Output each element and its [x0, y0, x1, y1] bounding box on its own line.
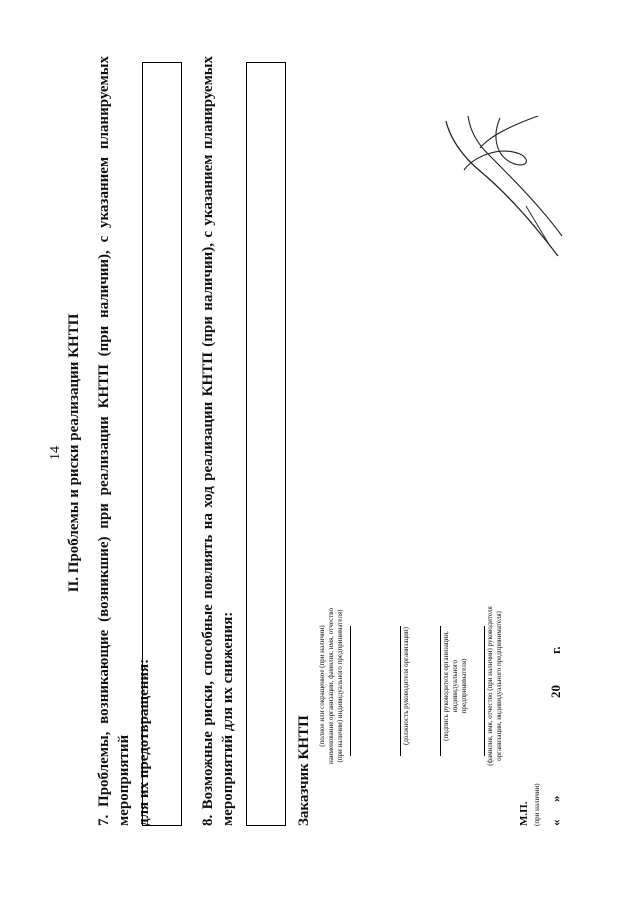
caption-1-line-2: наименование организации, фамилия, имя, отчество [327, 608, 335, 764]
stamp-note: (при наличии) [533, 783, 541, 826]
signature-line-1 [350, 626, 351, 756]
signature-caption-4 [486, 606, 504, 766]
item-8-line-2: мероприятий для их снижения: [220, 611, 236, 826]
caption-3-line-1: (подпись руководителя организации, индивидуального [442, 631, 459, 741]
caption-1-line-1: (полное или сокращенное (при наличии) [318, 625, 326, 747]
item-8-answer-box [246, 62, 286, 826]
caption-1-line-3: (при наличии) индивидуального предпринимателя) [336, 609, 344, 763]
caption-4-line-1: (фамилия, имя, отчество (при наличии) руководителя [486, 606, 494, 766]
date-close-quote: » [548, 795, 563, 802]
item-8-line-1: 8. Возможные риски, способные повлиять на ход реализации КНТП (при наличии), с указанием планируемых [200, 56, 216, 826]
stamp-label: М.П. [518, 801, 530, 826]
item-7-line-1: 7. Проблемы, возникающие (возникшие) при реализации КНТП (при наличии), с указанием планируемых мероприятий [96, 56, 132, 826]
date-year-prefix: 20 [548, 685, 563, 698]
date-year-suffix: г. [548, 646, 563, 654]
signature-caption-1 [318, 606, 345, 766]
caption-2-line-1: (должность руководителя организации) [402, 627, 410, 746]
caption-3-line-2: предпринимателя) [460, 658, 468, 714]
handwritten-signature-icon [440, 106, 570, 266]
item-7-line-2: для их предотвращения: [136, 658, 152, 826]
page-number: 14 [48, 446, 63, 460]
caption-4-line-2: организации, индивидуального предпринимателя) [495, 611, 503, 761]
item-7-answer-box [142, 62, 182, 826]
section-title: II. Проблемы и риски реализации КНТП [66, 313, 82, 593]
signature-line-3 [440, 626, 441, 756]
signature-caption-3 [442, 606, 469, 766]
customer-heading: Заказчик КНТП [296, 715, 312, 826]
signature-caption-2 [402, 606, 411, 766]
signature-line-4 [484, 626, 485, 756]
date-open-quote: « [548, 819, 563, 826]
signature-line-2 [400, 626, 401, 756]
item-8-text [198, 56, 238, 826]
